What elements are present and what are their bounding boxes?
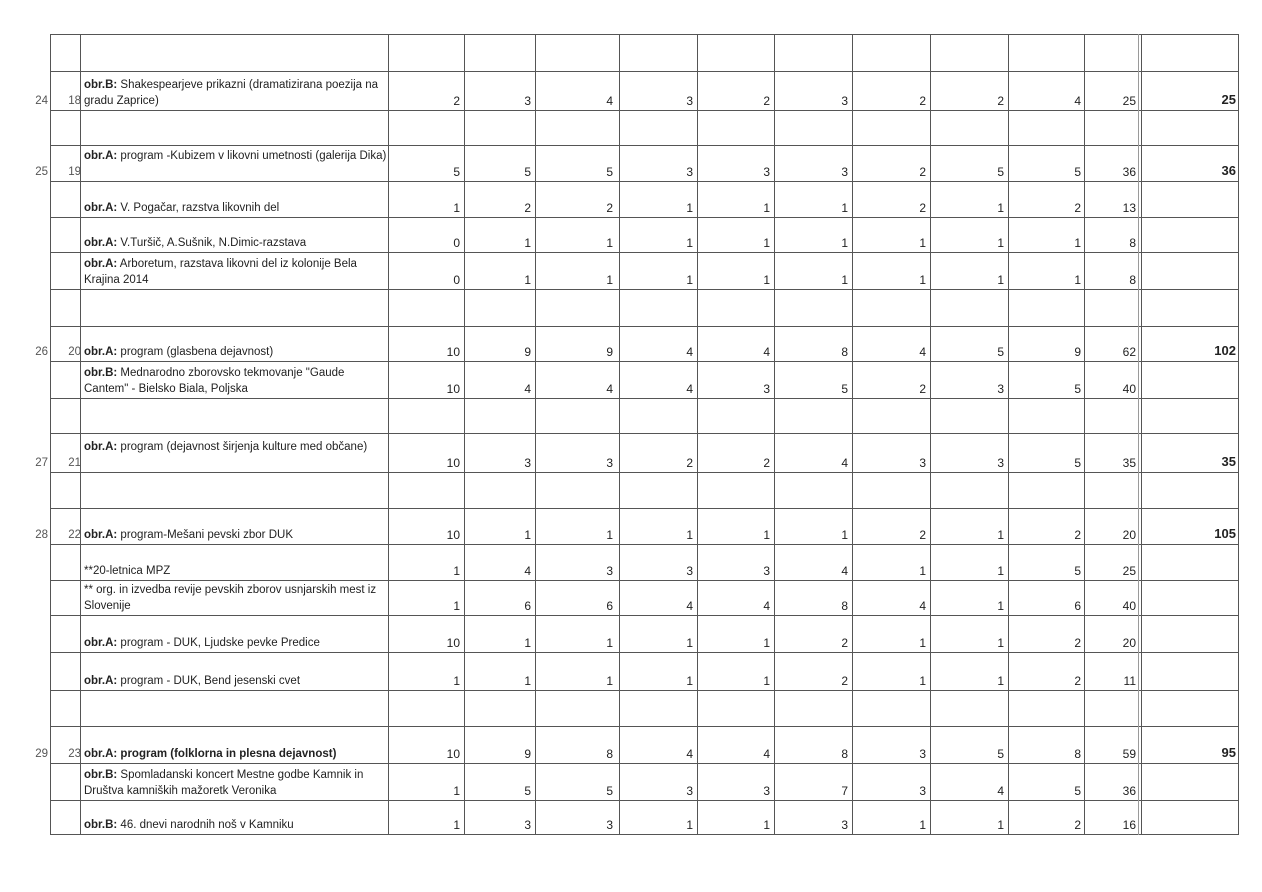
- program-description: [84, 77, 387, 109]
- score-cell: 1: [524, 273, 531, 287]
- score-cell: 2: [686, 456, 693, 470]
- row-number: 28: [35, 529, 48, 541]
- score-cell: 5: [606, 784, 613, 798]
- row-border: [50, 181, 1239, 182]
- row-number: 25: [35, 166, 48, 178]
- score-cell: 1: [919, 236, 926, 250]
- score-cell: 3: [997, 456, 1004, 470]
- program-title: program - DUK, Bend jesenski cvet: [117, 675, 301, 687]
- row-border: [50, 652, 1239, 653]
- group-total: 36: [1221, 163, 1236, 178]
- score-cell: 2: [1074, 818, 1081, 832]
- row-border: [50, 690, 1239, 691]
- score-cell: 10: [446, 382, 460, 396]
- score-cell: 1: [1074, 273, 1081, 287]
- score-cell: 1: [606, 636, 613, 650]
- program-description: [84, 365, 387, 397]
- score-cell: 5: [1074, 382, 1081, 396]
- score-cell: 3: [919, 747, 926, 761]
- score-cell: 1: [763, 528, 770, 542]
- program-description: [84, 746, 387, 762]
- score-cell: 3: [919, 784, 926, 798]
- category-label: obr.B:: [84, 819, 118, 831]
- score-cell: 4: [841, 456, 848, 470]
- category-label: obr.A:: [84, 637, 118, 649]
- score-cell: 4: [686, 345, 693, 359]
- score-cell: 2: [919, 382, 926, 396]
- score-cell: 3: [606, 564, 613, 578]
- program-title: program (dejavnost širjenja kulture med občane): [117, 441, 368, 453]
- row-border: [50, 834, 1239, 835]
- score-cell: 1: [763, 818, 770, 832]
- category-label: obr.A:: [84, 529, 118, 541]
- program-description: [84, 767, 387, 799]
- row-number: 26: [35, 346, 48, 358]
- score-cell: 4: [763, 345, 770, 359]
- score-cell: 4: [841, 564, 848, 578]
- score-cell: 4: [919, 345, 926, 359]
- score-cell: 4: [763, 599, 770, 613]
- score-cell: 1: [524, 236, 531, 250]
- score-cell: 1: [763, 236, 770, 250]
- group-total: 102: [1214, 343, 1236, 358]
- row-number: 27: [35, 457, 48, 469]
- score-sum: 20: [1122, 636, 1136, 650]
- score-cell: 2: [841, 636, 848, 650]
- application-number: 21: [68, 457, 81, 469]
- score-cell: 3: [524, 94, 531, 108]
- score-cell: 6: [606, 599, 613, 613]
- application-number: 19: [68, 166, 81, 178]
- score-cell: 1: [997, 528, 1004, 542]
- program-title: program (glasbena dejavnost): [117, 346, 274, 358]
- score-cell: 5: [841, 382, 848, 396]
- score-cell: 9: [1074, 345, 1081, 359]
- column-border: [1084, 34, 1085, 835]
- category-label: obr.A:: [84, 258, 118, 270]
- score-cell: 1: [841, 201, 848, 215]
- score-cell: 1: [997, 273, 1004, 287]
- row-border: [50, 398, 1239, 399]
- program-description: [84, 817, 387, 833]
- score-cell: 1: [919, 564, 926, 578]
- program-title: program -Kubizem v likovni umetnosti (galerija Dika): [117, 150, 387, 162]
- program-description: [84, 582, 387, 614]
- score-cell: 9: [606, 345, 613, 359]
- program-title: program (folklorna in plesna dejavnost): [117, 748, 337, 760]
- score-cell: 8: [1074, 747, 1081, 761]
- score-cell: 4: [606, 382, 613, 396]
- column-border: [535, 34, 536, 835]
- score-cell: 2: [606, 201, 613, 215]
- score-cell: 1: [997, 236, 1004, 250]
- score-cell: 1: [606, 528, 613, 542]
- score-cell: 4: [686, 747, 693, 761]
- score-cell: 1: [606, 236, 613, 250]
- score-cell: 3: [841, 818, 848, 832]
- score-cell: 10: [446, 528, 460, 542]
- score-cell: 1: [453, 599, 460, 613]
- program-description: [84, 563, 387, 579]
- group-total: 35: [1221, 454, 1236, 469]
- score-cell: 2: [453, 94, 460, 108]
- score-cell: 3: [841, 94, 848, 108]
- score-cell: 1: [686, 273, 693, 287]
- score-cell: 1: [919, 636, 926, 650]
- score-cell: 3: [763, 382, 770, 396]
- row-border: [50, 252, 1239, 253]
- column-border: [1138, 34, 1139, 835]
- program-title: program-Mešani pevski zbor DUK: [117, 529, 293, 541]
- score-cell: 8: [841, 599, 848, 613]
- program-description: [84, 148, 387, 164]
- score-cell: 2: [919, 201, 926, 215]
- score-sum: 20: [1122, 528, 1136, 542]
- category-label: obr.B:: [84, 79, 118, 91]
- category-label: obr.B:: [84, 769, 118, 781]
- program-title: Mednarodno zborovsko tekmovanje "Gaude Cantem" - Bielsko Biala, Poljska: [84, 367, 345, 395]
- score-cell: 8: [606, 747, 613, 761]
- score-cell: 0: [453, 273, 460, 287]
- score-sum: 35: [1122, 456, 1136, 470]
- score-cell: 4: [686, 382, 693, 396]
- row-number: 24: [35, 95, 48, 107]
- score-sum: 40: [1122, 599, 1136, 613]
- column-border: [619, 34, 620, 835]
- score-cell: 7: [841, 784, 848, 798]
- score-cell: 3: [763, 784, 770, 798]
- column-border: [80, 34, 81, 835]
- score-cell: 1: [686, 636, 693, 650]
- program-description: [84, 200, 387, 216]
- row-border: [50, 145, 1239, 146]
- score-cell: 1: [453, 784, 460, 798]
- program-title: V. Pogačar, razstva likovnih del: [117, 202, 280, 214]
- score-cell: 3: [606, 456, 613, 470]
- program-title: ** org. in izvedba revije pevskih zborov usnjarskih mest iz Slovenije: [84, 584, 377, 612]
- column-border: [852, 34, 853, 835]
- score-cell: 5: [1074, 456, 1081, 470]
- group-total: 95: [1221, 745, 1236, 760]
- program-description: [84, 344, 387, 360]
- score-cell: 3: [686, 94, 693, 108]
- score-sum: 11: [1123, 674, 1136, 688]
- score-cell: 10: [446, 747, 460, 761]
- score-cell: 5: [1074, 784, 1081, 798]
- program-title: V.Turšič, A.Sušnik, N.Dimic-razstava: [117, 237, 307, 249]
- score-sum: 8: [1129, 236, 1136, 250]
- row-border: [50, 580, 1239, 581]
- row-border: [50, 508, 1239, 509]
- score-sum: 16: [1122, 818, 1136, 832]
- application-number: 22: [68, 529, 81, 541]
- score-cell: 8: [841, 747, 848, 761]
- score-cell: 5: [1074, 165, 1081, 179]
- score-cell: 1: [524, 528, 531, 542]
- score-cell: 2: [1074, 674, 1081, 688]
- score-cell: 1: [606, 674, 613, 688]
- group-total: 25: [1221, 92, 1236, 107]
- score-cell: 5: [453, 165, 460, 179]
- row-border: [50, 544, 1239, 545]
- row-border: [50, 217, 1239, 218]
- score-cell: 1: [524, 636, 531, 650]
- score-cell: 3: [606, 818, 613, 832]
- score-sum: 25: [1122, 564, 1136, 578]
- score-sum: 36: [1122, 165, 1136, 179]
- score-cell: 9: [524, 345, 531, 359]
- column-border: [1141, 34, 1142, 835]
- score-cell: 1: [686, 674, 693, 688]
- program-title: 46. dnevi narodnih noš v Kamniku: [117, 819, 294, 831]
- program-title: Arboretum, razstava likovni del iz kolonije Bela Krajina 2014: [84, 258, 357, 286]
- row-border: [50, 763, 1239, 764]
- score-cell: 1: [997, 599, 1004, 613]
- row-number: 29: [35, 748, 48, 760]
- score-cell: 6: [1074, 599, 1081, 613]
- score-cell: 1: [919, 674, 926, 688]
- column-border: [388, 34, 389, 835]
- score-cell: 6: [524, 599, 531, 613]
- score-cell: 3: [763, 564, 770, 578]
- category-label: obr.A:: [84, 748, 118, 760]
- score-cell: 3: [686, 784, 693, 798]
- score-cell: 2: [524, 201, 531, 215]
- score-cell: 4: [763, 747, 770, 761]
- row-border: [50, 472, 1239, 473]
- score-cell: 5: [997, 165, 1004, 179]
- score-cell: 3: [997, 382, 1004, 396]
- column-border: [697, 34, 698, 835]
- score-cell: 0: [453, 236, 460, 250]
- row-border: [50, 615, 1239, 616]
- score-cell: 3: [763, 165, 770, 179]
- category-label: obr.A:: [84, 202, 118, 214]
- category-label: obr.B:: [84, 367, 118, 379]
- score-cell: 1: [763, 674, 770, 688]
- group-total: 105: [1214, 526, 1236, 541]
- score-cell: 4: [606, 94, 613, 108]
- score-cell: 1: [453, 564, 460, 578]
- score-cell: 5: [997, 747, 1004, 761]
- row-border: [50, 110, 1239, 111]
- score-cell: 10: [446, 636, 460, 650]
- program-description: [84, 527, 387, 543]
- score-sum: 62: [1122, 345, 1136, 359]
- score-sum: 13: [1122, 201, 1136, 215]
- score-cell: 4: [686, 599, 693, 613]
- score-sum: 40: [1122, 382, 1136, 396]
- program-description: [84, 635, 387, 651]
- score-cell: 1: [763, 273, 770, 287]
- category-label: obr.A:: [84, 675, 118, 687]
- score-cell: 2: [763, 456, 770, 470]
- score-cell: 2: [1074, 636, 1081, 650]
- score-cell: 1: [686, 201, 693, 215]
- score-cell: 5: [997, 345, 1004, 359]
- score-cell: 1: [763, 636, 770, 650]
- score-cell: 3: [841, 165, 848, 179]
- score-cell: 4: [1074, 94, 1081, 108]
- score-cell: 4: [524, 382, 531, 396]
- score-cell: 2: [919, 528, 926, 542]
- program-description: [84, 235, 387, 251]
- score-cell: 2: [763, 94, 770, 108]
- score-cell: 1: [763, 201, 770, 215]
- score-sum: 36: [1122, 784, 1136, 798]
- score-cell: 1: [997, 564, 1004, 578]
- score-cell: 3: [686, 564, 693, 578]
- program-title: **20-letnica MPZ: [84, 565, 171, 577]
- score-cell: 1: [1074, 236, 1081, 250]
- column-border: [50, 34, 51, 835]
- score-cell: 10: [446, 345, 460, 359]
- score-cell: 2: [1074, 201, 1081, 215]
- column-border: [930, 34, 931, 835]
- score-cell: 8: [841, 345, 848, 359]
- column-border: [1238, 34, 1239, 835]
- column-border: [774, 34, 775, 835]
- row-border: [50, 726, 1239, 727]
- category-label: obr.A:: [84, 346, 118, 358]
- row-border: [50, 361, 1239, 362]
- score-cell: 1: [841, 236, 848, 250]
- score-cell: 1: [453, 201, 460, 215]
- row-border: [50, 433, 1239, 434]
- score-cell: 1: [997, 818, 1004, 832]
- program-description: [84, 256, 387, 288]
- application-number: 23: [68, 748, 81, 760]
- score-cell: 9: [524, 747, 531, 761]
- score-sum: 8: [1129, 273, 1136, 287]
- program-title: Spomladanski koncert Mestne godbe Kamnik in Društva kamniških mažoretk Veronika: [84, 769, 364, 797]
- row-border: [50, 71, 1239, 72]
- score-cell: 1: [841, 528, 848, 542]
- score-cell: 1: [997, 201, 1004, 215]
- score-cell: 1: [919, 273, 926, 287]
- score-cell: 2: [997, 94, 1004, 108]
- score-cell: 1: [524, 674, 531, 688]
- score-cell: 2: [841, 674, 848, 688]
- application-number: 20: [68, 346, 81, 358]
- score-cell: 2: [919, 94, 926, 108]
- category-label: obr.A:: [84, 441, 118, 453]
- score-cell: 1: [841, 273, 848, 287]
- score-cell: 1: [919, 818, 926, 832]
- score-cell: 5: [524, 165, 531, 179]
- score-cell: 5: [524, 784, 531, 798]
- row-border: [50, 800, 1239, 801]
- column-border: [464, 34, 465, 835]
- row-border: [50, 34, 1239, 35]
- score-sum: 25: [1122, 94, 1136, 108]
- score-cell: 10: [446, 456, 460, 470]
- row-border: [50, 326, 1239, 327]
- application-number: 18: [68, 95, 81, 107]
- score-cell: 3: [524, 818, 531, 832]
- score-cell: 1: [997, 636, 1004, 650]
- score-cell: 5: [1074, 564, 1081, 578]
- score-cell: 1: [686, 818, 693, 832]
- score-cell: 4: [919, 599, 926, 613]
- score-cell: 3: [686, 165, 693, 179]
- row-border: [50, 289, 1239, 290]
- program-title: Shakespearjeve prikazni (dramatizirana poezija na gradu Zaprice): [84, 79, 379, 107]
- score-cell: 1: [686, 236, 693, 250]
- score-cell: 5: [606, 165, 613, 179]
- category-label: obr.A:: [84, 150, 118, 162]
- score-cell: 1: [453, 818, 460, 832]
- score-cell: 1: [606, 273, 613, 287]
- score-cell: 2: [919, 165, 926, 179]
- score-cell: 2: [1074, 528, 1081, 542]
- score-cell: 3: [919, 456, 926, 470]
- program-description: [84, 439, 387, 455]
- score-sum: 59: [1122, 747, 1136, 761]
- score-cell: 3: [524, 456, 531, 470]
- score-cell: 1: [686, 528, 693, 542]
- score-cell: 1: [997, 674, 1004, 688]
- program-title: program - DUK, Ljudske pevke Predice: [117, 637, 320, 649]
- program-description: [84, 673, 387, 689]
- score-cell: 1: [453, 674, 460, 688]
- column-border: [1008, 34, 1009, 835]
- score-cell: 4: [997, 784, 1004, 798]
- score-cell: 4: [524, 564, 531, 578]
- category-label: obr.A:: [84, 237, 118, 249]
